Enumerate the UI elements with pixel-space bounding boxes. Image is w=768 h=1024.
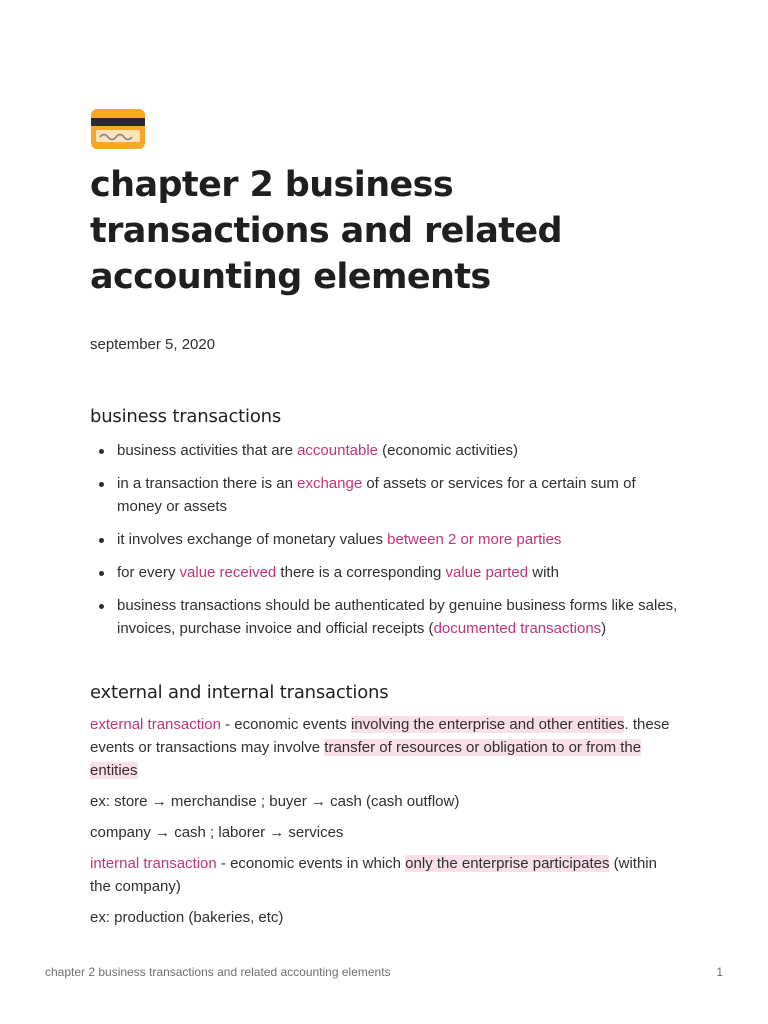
text: of assets or services for a certain sum of money or assets xyxy=(117,475,636,515)
accent-text: documented transactions xyxy=(433,620,602,637)
text: . these events or transactions may involve xyxy=(90,716,670,756)
term-external-transaction: external transaction xyxy=(90,716,221,733)
text: - economic events in which xyxy=(216,855,406,872)
page-number: 1 xyxy=(716,965,723,979)
page-icon xyxy=(90,108,146,150)
page-title: chapter 2 business transactions and related accounting elements xyxy=(90,165,562,297)
section-heading-business-transactions: business transactions xyxy=(90,406,282,427)
text: in a transaction there is an xyxy=(117,475,298,492)
credit-card-icon xyxy=(90,108,146,150)
business-transactions-list xyxy=(90,439,680,650)
section-heading-external-internal: external and internal transactions xyxy=(90,682,389,703)
text: (within the company) xyxy=(90,855,657,895)
list-item xyxy=(90,472,680,518)
term-internal-transaction: internal transaction xyxy=(90,855,217,872)
page-date: september 5, 2020 xyxy=(90,336,216,353)
text: for every xyxy=(117,564,180,581)
example-paragraph: company → cash ; laborer → services xyxy=(90,824,344,841)
accent-text: accountable xyxy=(297,442,378,459)
footer-title: chapter 2 business transactions and related accounting elements xyxy=(45,965,391,979)
text: with xyxy=(528,564,559,581)
list-item xyxy=(90,594,680,640)
text: business transactions should be authenticated by genuine business forms like sales, invoices, purchase invoice and official receipts ( xyxy=(117,597,678,637)
accent-text: between 2 or more parties xyxy=(387,531,562,548)
example-paragraph: ex: store → merchandise ; buyer → cash (cash outflow) xyxy=(90,793,460,810)
highlighted-text: only the enterprise participates xyxy=(405,855,610,872)
list-item xyxy=(90,561,680,584)
text: there is a corresponding xyxy=(276,564,446,581)
accent-text: exchange xyxy=(297,475,363,492)
accent-text: value parted xyxy=(445,564,529,581)
text: ) xyxy=(601,620,607,637)
example-paragraph: ex: production (bakeries, etc) xyxy=(90,909,284,926)
text: it involves exchange of monetary values xyxy=(117,531,388,548)
accent-text: value received xyxy=(179,564,277,581)
internal-transaction-paragraph xyxy=(90,852,680,898)
highlighted-text: involving the enterprise and other entities xyxy=(350,716,625,733)
list-item xyxy=(90,528,680,551)
external-internal-body xyxy=(90,713,680,937)
external-transaction-paragraph xyxy=(90,713,680,782)
list-item xyxy=(90,439,680,462)
text: business activities that are xyxy=(117,442,298,459)
text: - economic events xyxy=(220,716,351,733)
highlighted-text: transfer of resources or obligation to or from the entities xyxy=(90,739,642,779)
text: (economic activities) xyxy=(378,442,519,459)
